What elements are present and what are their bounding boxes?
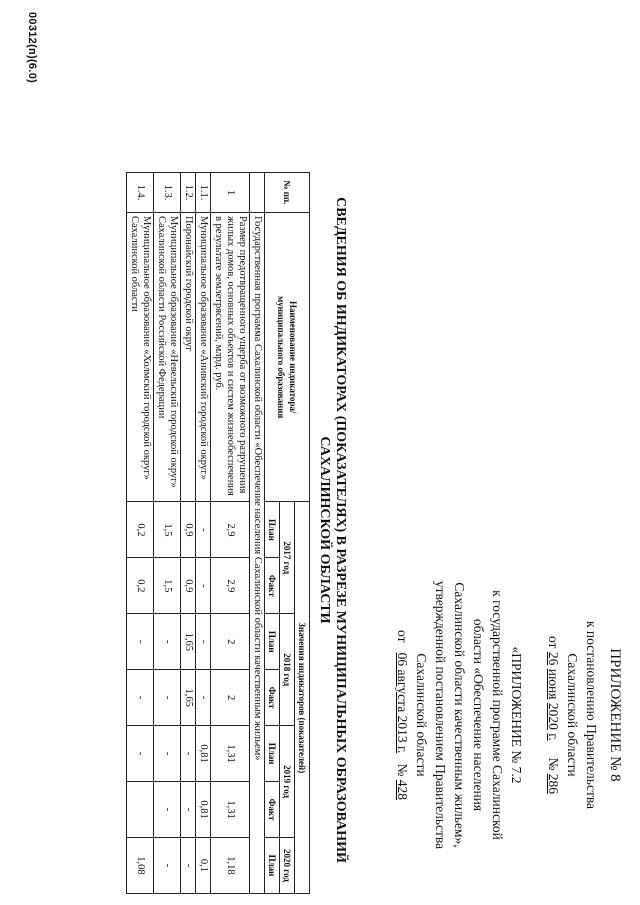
cell-value: -: [154, 726, 181, 782]
cell-value: -: [196, 670, 211, 726]
row-number: 1.1.: [196, 173, 211, 213]
cell-value: 0,2: [127, 502, 154, 558]
cell-value: 1,65: [181, 670, 196, 726]
document-code: 00312(п)(6.0): [26, 12, 38, 84]
appendix-number: ПРИЛОЖЕНИЕ № 8: [607, 648, 623, 782]
cell-value: -: [196, 558, 211, 614]
cell-value: [127, 782, 154, 838]
cell-value: 1,18: [211, 837, 250, 893]
approval-block: ПРИЛОЖЕНИЕ № 8 к постановлению Правительства Сахалинской области от 26 июня 2020 г. № 286 «ПРИЛОЖЕНИЕ № 7.2 к государственной программе Сахалинской области «Обеспечение населения Сахалинской области качественным жильем», утвержденной постановлением Правительства Сахалинской области от 06 августа 2013 г. № 428: [393, 565, 624, 865]
cell-value: -: [196, 502, 211, 558]
fact-header: Факт: [265, 558, 280, 614]
cell-value: -: [181, 837, 196, 893]
cell-value: 2,9: [211, 558, 250, 614]
row-number: 1.3.: [154, 173, 181, 213]
cell-value: 2: [211, 670, 250, 726]
cell-value: -: [154, 837, 181, 893]
cell-value: -: [154, 614, 181, 670]
indicators-table: [126, 172, 310, 894]
cell-value: 0,2: [127, 558, 154, 614]
cell-value: 1,31: [211, 782, 250, 838]
plan-header: План: [265, 726, 280, 782]
col-values-header: Значения индикаторов (показателей): [295, 502, 310, 894]
row-name: Размер предотвращенного ущерба от возможного разрушения жилых домов, основных объектов и систем жизнеобеспечения в результате землетрясений, млрд. руб.: [211, 212, 250, 502]
row-name: Поронайский городской округ: [181, 212, 196, 502]
cell-value: 1,65: [181, 614, 196, 670]
document-title: СВЕДЕНИЯ ОБ ИНДИКАТОРАХ (ПОКАЗАТЕЛЯХ) В РАЗРЕЗЕ МУНИЦИПАЛЬНЫХ ОБРАЗОВАНИЙ САХАЛИНСКОЙ ОБЛАСТИ: [317, 197, 348, 863]
cell-value: 0,81: [196, 782, 211, 838]
row-name: Муниципальное образование «Анивский городской округ»: [196, 212, 211, 502]
row-name: Муниципальное образование «Невельский городской округ» Сахалинской области Российской Федерации: [154, 212, 181, 502]
plan-header: План: [265, 837, 280, 893]
table-row: [181, 173, 196, 894]
year-header: 2018 год: [280, 614, 295, 726]
cell-value: -: [127, 670, 154, 726]
cell-value: 1,08: [127, 837, 154, 893]
cell-value: 0,9: [181, 502, 196, 558]
cell-value: 2: [211, 614, 250, 670]
resolution-ref: к постановлению Правительства: [584, 620, 599, 810]
table-header-row: [295, 173, 310, 894]
row-number: 1: [211, 173, 250, 213]
row-number: 1.2.: [181, 173, 196, 213]
year-header: 2020 год: [280, 837, 295, 893]
cell-value: -: [154, 782, 181, 838]
plan-header: План: [265, 614, 280, 670]
col-number-header: № пп.: [265, 173, 310, 213]
table-row: [127, 173, 154, 894]
cell-value: -: [181, 782, 196, 838]
cell-value: 1,5: [154, 502, 181, 558]
program-row: [250, 173, 265, 894]
cell-value: 2,9: [211, 502, 250, 558]
fact-header: Факт: [265, 782, 280, 838]
cell-value: 0,9: [181, 558, 196, 614]
original-appendix-title: «ПРИЛОЖЕНИЕ № 7.2: [509, 646, 524, 784]
cell-value: -: [196, 614, 211, 670]
cell-value: 1,5: [154, 558, 181, 614]
table-row: [196, 173, 211, 894]
row-number: 1.4.: [127, 173, 154, 213]
resolution-date-line: от 26 июня 2020 г. № 286: [546, 635, 561, 794]
table-row: [211, 173, 250, 894]
row-name: Муниципальное образование «Холмский городской округ» Сахалинской области: [127, 212, 154, 502]
original-date-line: от 06 августа 2013 г. № 428: [395, 630, 410, 800]
fact-header: Факт: [265, 670, 280, 726]
year-header: 2017 год: [280, 502, 295, 614]
year-header: 2019 год: [280, 726, 295, 838]
cell-value: -: [181, 726, 196, 782]
col-name-header: Наименование индикатора/ муниципального образования: [265, 212, 310, 502]
cell-value: 0,81: [196, 726, 211, 782]
table-row: [154, 173, 181, 894]
plan-header: План: [265, 502, 280, 558]
cell-value: 0,1: [196, 837, 211, 893]
region-name: Сахалинской области: [565, 653, 580, 777]
cell-value: 1,31: [211, 726, 250, 782]
cell-value: -: [154, 670, 181, 726]
program-name: Государственная программа Сахалинской области «Обеспечение населения Сахалинской области качественным жильем»: [250, 212, 265, 893]
cell-value: -: [127, 726, 154, 782]
cell-value: -: [127, 614, 154, 670]
